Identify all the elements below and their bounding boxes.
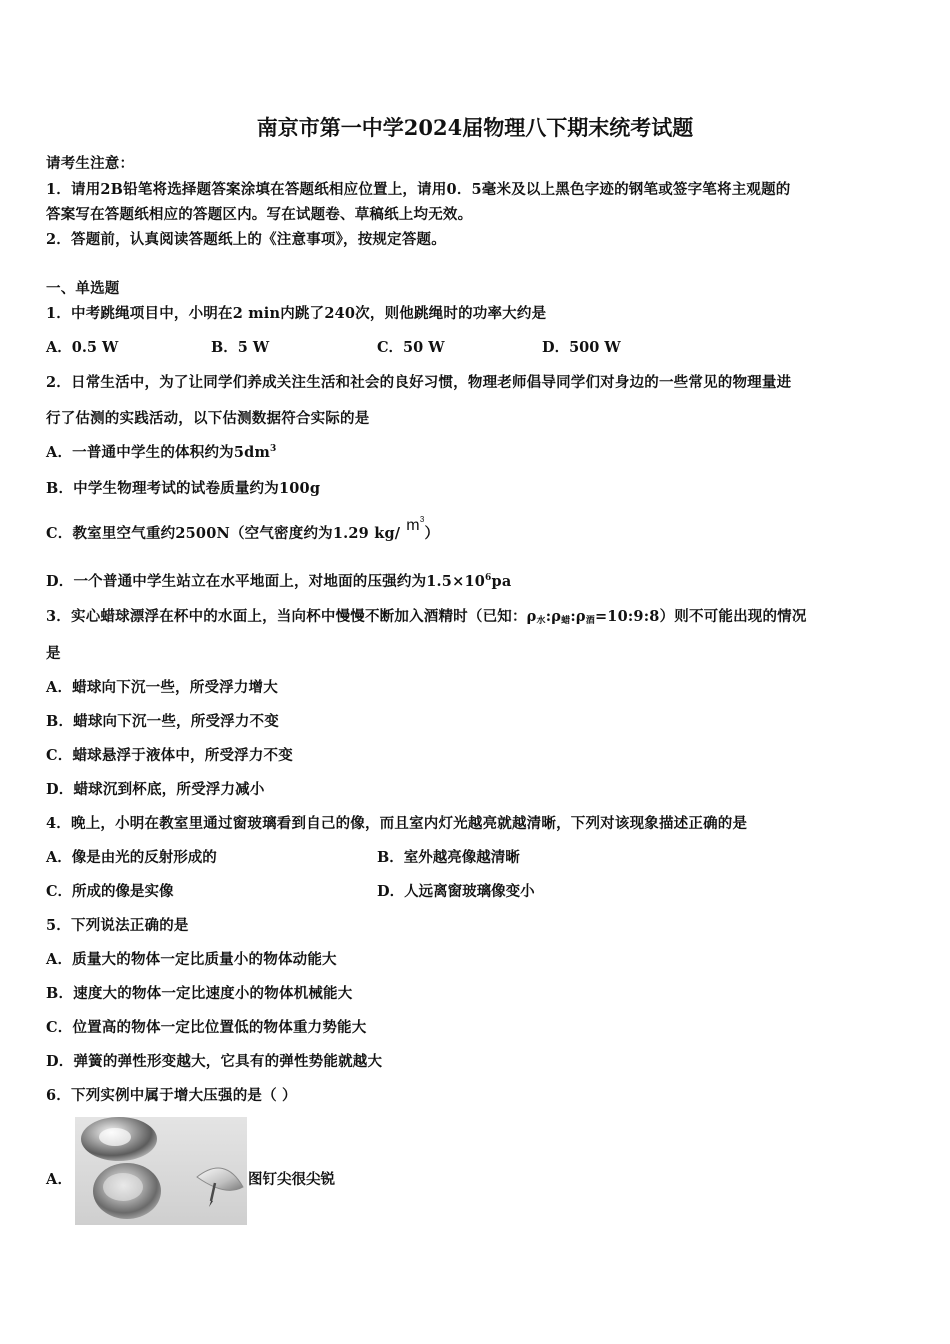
question-1-option-d[interactable]: D．500 W — [542, 339, 621, 356]
question-4-option-d[interactable]: D．人远离窗玻璃像变小 — [377, 883, 535, 900]
unit-cubic-meter: $m^3$ — [406, 515, 425, 534]
question-4-option-a[interactable]: A．像是由光的反射形成的 — [46, 849, 217, 866]
question-2-option-c[interactable] — [46, 515, 440, 543]
question-3-option-d[interactable]: D．蜡球沉到杯底，所受浮力减小 — [46, 781, 265, 798]
question-5-option-c[interactable]: C．位置高的物体一定比位置低的物体重力势能大 — [46, 1019, 367, 1036]
question-1-option-a[interactable]: A．0.5 W — [46, 339, 119, 356]
option-a-text: A．一普通中学生的体积约为5dm — [46, 444, 271, 461]
exam-title: 南京市第一中学2024届物理八下期末统考试题 — [256, 115, 694, 140]
notice-line-1: 1．请用2B铅笔将选择题答案涂填在答题纸相应位置上，请用0．5毫米及以上黑色字迹的钢笔或签字笔将主观题的 — [46, 181, 791, 198]
question-2-option-a[interactable] — [46, 441, 277, 462]
question-4-option-c[interactable]: C．所成的像是实像 — [46, 883, 174, 900]
question-3-stem-line-2: 是 — [46, 645, 61, 662]
question-6-stem: 6．下列实例中属于增大压强的是（ ） — [46, 1087, 297, 1104]
question-4-stem: 4．晚上，小明在教室里通过窗玻璃看到自己的像，而且室内灯光越亮就越清晰，下列对该现象描述正确的是 — [46, 815, 748, 832]
option-c-end: ） — [424, 525, 440, 542]
thumbtack-photo — [75, 1117, 247, 1225]
superscript-3: 3 — [270, 444, 277, 454]
notice-line-2: 答案写在答题纸相应的答题区内。写在试题卷、草稿纸上均无效。 — [46, 206, 473, 223]
question-2-stem-line-1: 2．日常生活中，为了让同学们养成关注生活和社会的良好习惯，物理老师倡导同学们对身边的一些常见的物理量进 — [46, 374, 792, 391]
question-6-option-a-label[interactable]: A． — [46, 1171, 73, 1188]
question-6-option-a-text: 图钉尖很尖锐 — [248, 1171, 335, 1188]
question-5-option-d[interactable]: D．弹簧的弹性形变越大，它具有的弹性势能就越大 — [46, 1053, 383, 1070]
notice-heading: 请考生注意： — [46, 155, 135, 172]
question-1-option-c[interactable]: C．50 W — [377, 339, 445, 356]
question-5-stem: 5．下列说法正确的是 — [46, 917, 189, 934]
question-2-option-b[interactable]: B．中学生物理考试的试卷质量约为100g — [46, 480, 321, 497]
notice-line-3: 2．答题前，认真阅读答题纸上的《注意事项》，按规定答题。 — [46, 231, 446, 248]
question-5-option-b[interactable]: B．速度大的物体一定比速度小的物体机械能大 — [46, 985, 353, 1002]
question-4-option-b[interactable]: B．室外越亮像越清晰 — [377, 849, 520, 866]
option-c-text: C．教室里空气重约2500N（空气密度约为1.29 kg/ — [46, 525, 401, 542]
question-1-stem: 1．中考跳绳项目中，小明在2 min内跳了240次，则他跳绳时的功率大约是 — [46, 305, 547, 322]
question-3-option-b[interactable]: B．蜡球向下沉一些，所受浮力不变 — [46, 713, 279, 730]
option-d-text: D．一个普通中学生站立在水平地面上，对地面的压强约为1.5×10 — [46, 573, 486, 590]
question-2-option-d[interactable] — [46, 570, 511, 591]
question-1-option-b[interactable]: B．5 W — [211, 339, 270, 356]
section-heading-single-choice: 一、单选题 — [46, 280, 120, 297]
question-2-stem-line-2: 行了估测的实践活动，以下估测数据符合实际的是 — [46, 410, 370, 427]
superscript-6: 6 — [485, 573, 492, 583]
thumbtacks-image — [75, 1117, 247, 1225]
question-3-stem-line-1: 3．实心蜡球漂浮在杯中的水面上，当向杯中慢慢不断加入酒精时（已知：ρ水:ρ蜡:ρ酒=10:9:8）则不可能出现的情况 — [46, 608, 807, 626]
question-3-option-a[interactable]: A．蜡球向下沉一些，所受浮力增大 — [46, 679, 278, 696]
question-5-option-a[interactable]: A．质量大的物体一定比质量小的物体动能大 — [46, 951, 337, 968]
question-3-option-c[interactable]: C．蜡球悬浮于液体中，所受浮力不变 — [46, 747, 293, 764]
option-d-end: pa — [491, 573, 512, 590]
